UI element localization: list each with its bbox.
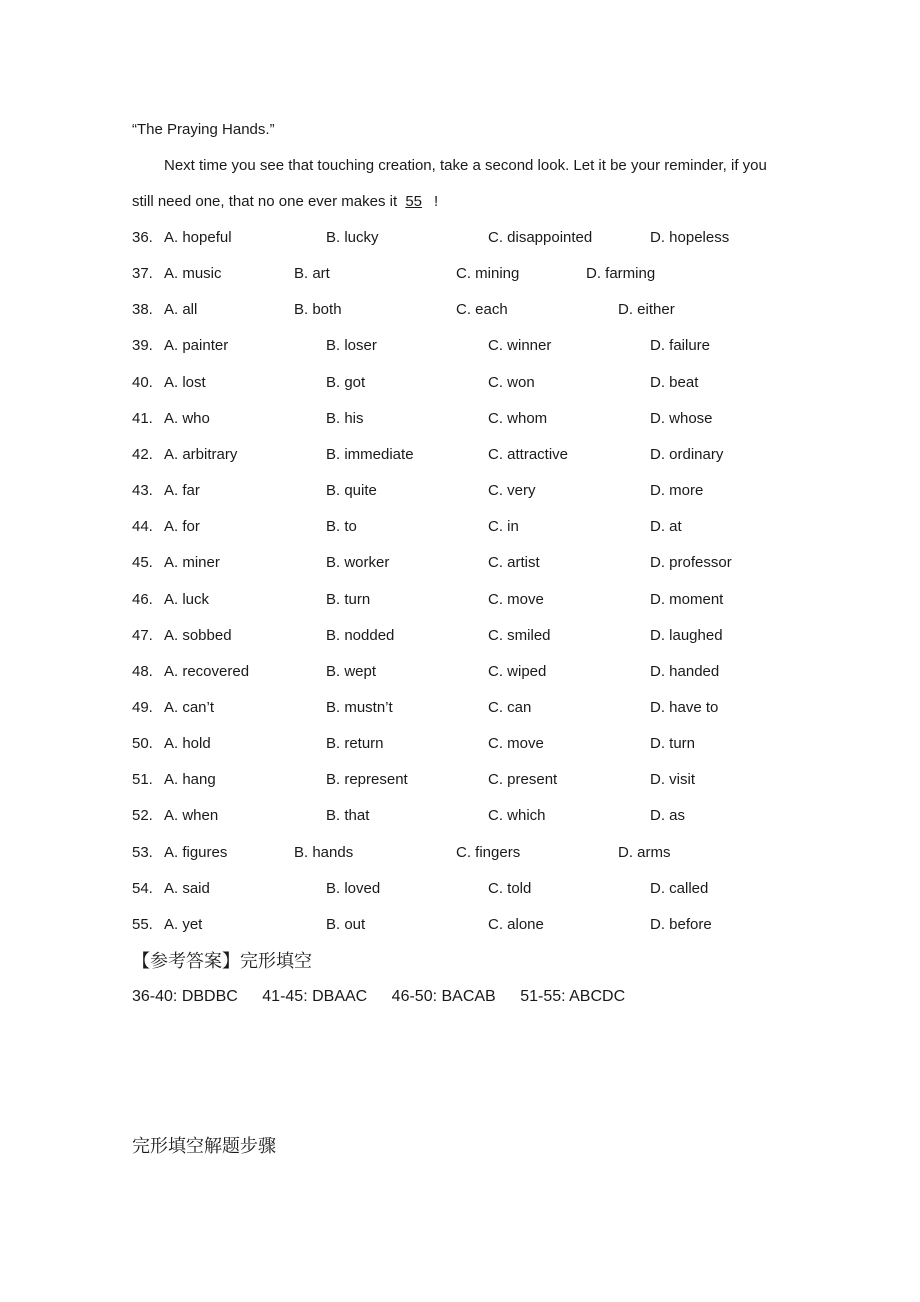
question-number: 50. (132, 735, 153, 753)
option-d: D. handed (650, 662, 720, 680)
question-number: 53. (132, 843, 153, 861)
question-row (0, 518, 920, 536)
question-number: 49. (132, 698, 153, 716)
option-a: A. sobbed (164, 626, 232, 644)
question-number: 41. (132, 409, 153, 427)
option-c: C. move (488, 590, 544, 608)
option-d: D. beat (650, 373, 699, 391)
option-d: D. laughed (650, 626, 723, 644)
answer-group-2: 41-45: DBAAC (262, 988, 368, 1005)
section-heading: 完形填空解题步骤 (132, 1136, 276, 1157)
option-a: A. for (164, 518, 200, 536)
option-b: B. that (326, 807, 370, 825)
option-d: D. hopeless (650, 229, 730, 246)
option-a: A. music (164, 265, 222, 283)
question-number: 47. (132, 626, 153, 644)
question-number: 42. (132, 445, 153, 463)
option-b: B. out (326, 915, 366, 933)
question-number: 48. (132, 662, 153, 680)
option-a: A. figures (164, 843, 228, 861)
question-row (0, 374, 920, 392)
option-d: D. either (618, 301, 675, 319)
question-number: 55. (132, 915, 153, 933)
option-d: D. visit (650, 771, 695, 789)
option-b: B. art (294, 265, 330, 283)
option-c: C. which (488, 807, 546, 825)
option-d: D. called (650, 879, 709, 897)
question-row (0, 771, 920, 789)
option-a: A. luck (164, 590, 210, 608)
option-c: C. present (488, 771, 558, 789)
option-c: C. move (488, 735, 544, 753)
option-a: A. hold (164, 735, 211, 753)
answer-heading: 【参考答案】完形填空 (132, 951, 312, 972)
option-c: C. winner (488, 337, 552, 355)
question-number: 43. (132, 482, 153, 500)
option-a: A. when (164, 807, 219, 825)
question-row (0, 663, 920, 681)
question-row (0, 229, 920, 247)
option-b: B. his (326, 409, 364, 427)
question-row (0, 916, 920, 934)
question-row (0, 735, 920, 753)
question-row (0, 446, 920, 464)
passage-line-1: “The Praying Hands.” (132, 121, 275, 138)
option-d: D. arms (618, 843, 671, 861)
option-c: C. smiled (488, 626, 551, 644)
option-c: C. disappointed (488, 229, 593, 246)
option-b: B. worker (326, 554, 390, 572)
option-d: D. professor (650, 554, 732, 572)
option-c: C. mining (456, 265, 520, 283)
option-d: D. more (650, 482, 704, 500)
option-b: B. return (326, 735, 384, 753)
option-c: C. alone (488, 915, 544, 933)
option-d: D. failure (650, 337, 711, 355)
question-number: 44. (132, 518, 153, 536)
question-row (0, 880, 920, 898)
option-a: A. hopeful (164, 229, 232, 246)
option-a: A. who (164, 409, 210, 427)
option-a: A. arbitrary (164, 445, 238, 463)
option-c: C. each (456, 301, 508, 319)
option-b: B. to (326, 518, 357, 536)
question-number: 54. (132, 879, 153, 897)
blank-55: 55 (405, 193, 423, 210)
option-d: D. at (650, 518, 682, 536)
question-number: 52. (132, 807, 153, 825)
option-c: C. told (488, 879, 532, 897)
question-number: 37. (132, 265, 153, 283)
passage-line-3-end: ! (434, 193, 439, 210)
option-d: D. farming (586, 265, 656, 283)
option-c: C. wiped (488, 662, 547, 680)
option-c: C. won (488, 373, 535, 391)
question-row (0, 410, 920, 428)
option-b: B. turn (326, 590, 371, 608)
option-a: A. said (164, 879, 210, 897)
option-a: A. recovered (164, 662, 250, 680)
option-b: B. wept (326, 662, 377, 680)
option-a: A. can’t (164, 698, 215, 716)
question-row (0, 337, 920, 355)
option-d: D. whose (650, 409, 713, 427)
question-number: 40. (132, 373, 153, 391)
option-d: D. have to (650, 698, 719, 716)
option-a: A. lost (164, 373, 206, 391)
option-c: C. artist (488, 554, 540, 572)
option-a: A. all (164, 301, 198, 319)
answer-group-4: 51-55: ABCDC (520, 988, 626, 1005)
option-b: B. got (326, 373, 366, 391)
option-d: D. before (650, 915, 712, 933)
question-row (0, 807, 920, 825)
option-c: C. very (488, 482, 536, 500)
question-row (0, 482, 920, 500)
passage-line-2: Next time you see that touching creation, take a second look. Let it be your reminder, if you (164, 157, 767, 174)
question-row (0, 627, 920, 645)
question-number: 51. (132, 771, 153, 789)
option-a: A. painter (164, 337, 229, 355)
option-b: B. lucky (326, 229, 379, 246)
question-number: 45. (132, 554, 153, 572)
answer-key (132, 988, 645, 1006)
option-d: D. as (650, 807, 686, 825)
option-c: C. in (488, 518, 519, 536)
option-b: B. immediate (326, 445, 414, 463)
answer-group-1: 36-40: DBDBC (132, 988, 238, 1005)
option-a: A. miner (164, 554, 220, 572)
option-b: B. represent (326, 771, 408, 789)
option-b: B. mustn’t (326, 698, 393, 716)
option-c: C. whom (488, 409, 548, 427)
option-c: C. can (488, 698, 532, 716)
option-b: B. loser (326, 337, 377, 355)
option-d: D. turn (650, 735, 696, 753)
passage-line-3-text: still need one, that no one ever makes it (132, 193, 398, 210)
question-row (0, 554, 920, 572)
option-b: B. loved (326, 879, 381, 897)
question-row (0, 301, 920, 319)
option-a: A. far (164, 482, 200, 500)
option-b: B. nodded (326, 626, 395, 644)
option-a: A. hang (164, 771, 216, 789)
question-number: 39. (132, 337, 153, 355)
option-d: D. ordinary (650, 445, 724, 463)
option-d: D. moment (650, 590, 724, 608)
answer-group-3: 46-50: BACAB (391, 988, 496, 1005)
question-row (0, 844, 920, 862)
option-c: C. attractive (488, 445, 569, 463)
question-number: 38. (132, 301, 153, 319)
option-b: B. hands (294, 843, 354, 861)
passage-line-3 (132, 193, 438, 211)
option-b: B. both (294, 301, 342, 319)
question-row (0, 699, 920, 717)
question-row (0, 591, 920, 609)
question-number: 36. (132, 229, 153, 246)
question-row (0, 265, 920, 283)
option-a: A. yet (164, 915, 203, 933)
question-number: 46. (132, 590, 153, 608)
option-b: B. quite (326, 482, 377, 500)
option-c: C. fingers (456, 843, 521, 861)
